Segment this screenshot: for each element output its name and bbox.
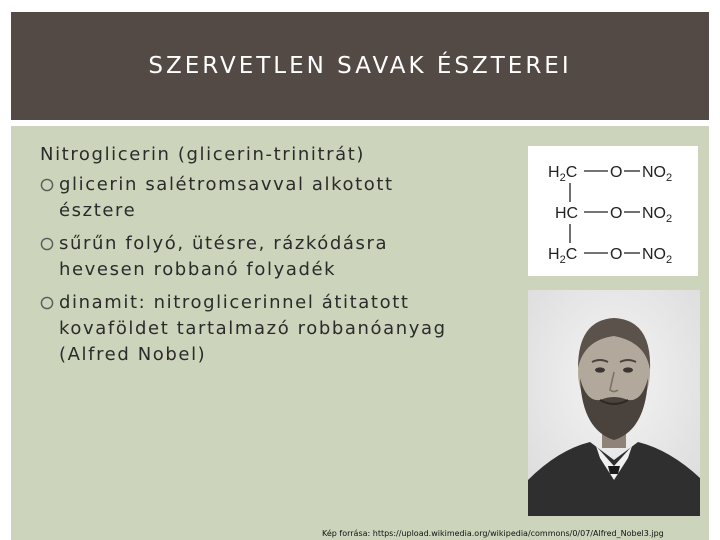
portrait-icon (528, 290, 700, 516)
bullet-line: hevesen robbanó folyadék (59, 259, 337, 280)
slide-title: SZERVETLEN SAVAK ÉSZTEREI (148, 53, 572, 79)
bullet-line: dinamit: nitroglicerinnel átitatott (59, 292, 410, 313)
portrait-photo (528, 290, 700, 516)
image-credit: Kép forrása: https://upload.wikimedia.org/wikipedia/commons/0/07/Alfred_Nobel3.jpg (322, 529, 664, 538)
bullet-line: sűrűn folyó, ütésre, rázkódásra (59, 233, 389, 254)
bullet-item (40, 172, 520, 224)
bullet-item (40, 231, 520, 283)
formula-carbon: $H_2C$ (548, 246, 578, 266)
bullet-line: kovaföldet tartalmazó robbanóanyag (59, 318, 447, 339)
formula-carbon: HC (555, 205, 579, 222)
circle-bullet-icon (40, 237, 54, 251)
bullet-line: glicerin salétromsavval alkotott (59, 174, 394, 195)
bullet-item (40, 290, 520, 368)
heading-text: Nitroglicerin (glicerin-trinitrát) (40, 144, 366, 165)
circle-bullet-icon (40, 296, 54, 310)
formula-oxygen: O (610, 205, 623, 222)
text-area (40, 142, 520, 375)
formula-group: $NO_2$ (642, 246, 673, 266)
bullet-line: észtere (59, 200, 137, 221)
title-bar (11, 12, 709, 120)
structural-formula (528, 146, 698, 276)
bullet-line: (Alfred Nobel) (59, 344, 207, 365)
formula-group: $NO_2$ (642, 164, 673, 184)
formula-carbon: $H_2C$ (548, 164, 578, 184)
circle-bullet-icon (40, 178, 54, 192)
formula-group: $NO_2$ (642, 205, 673, 225)
formula-oxygen: O (610, 164, 623, 181)
formula-oxygen: O (610, 246, 623, 263)
